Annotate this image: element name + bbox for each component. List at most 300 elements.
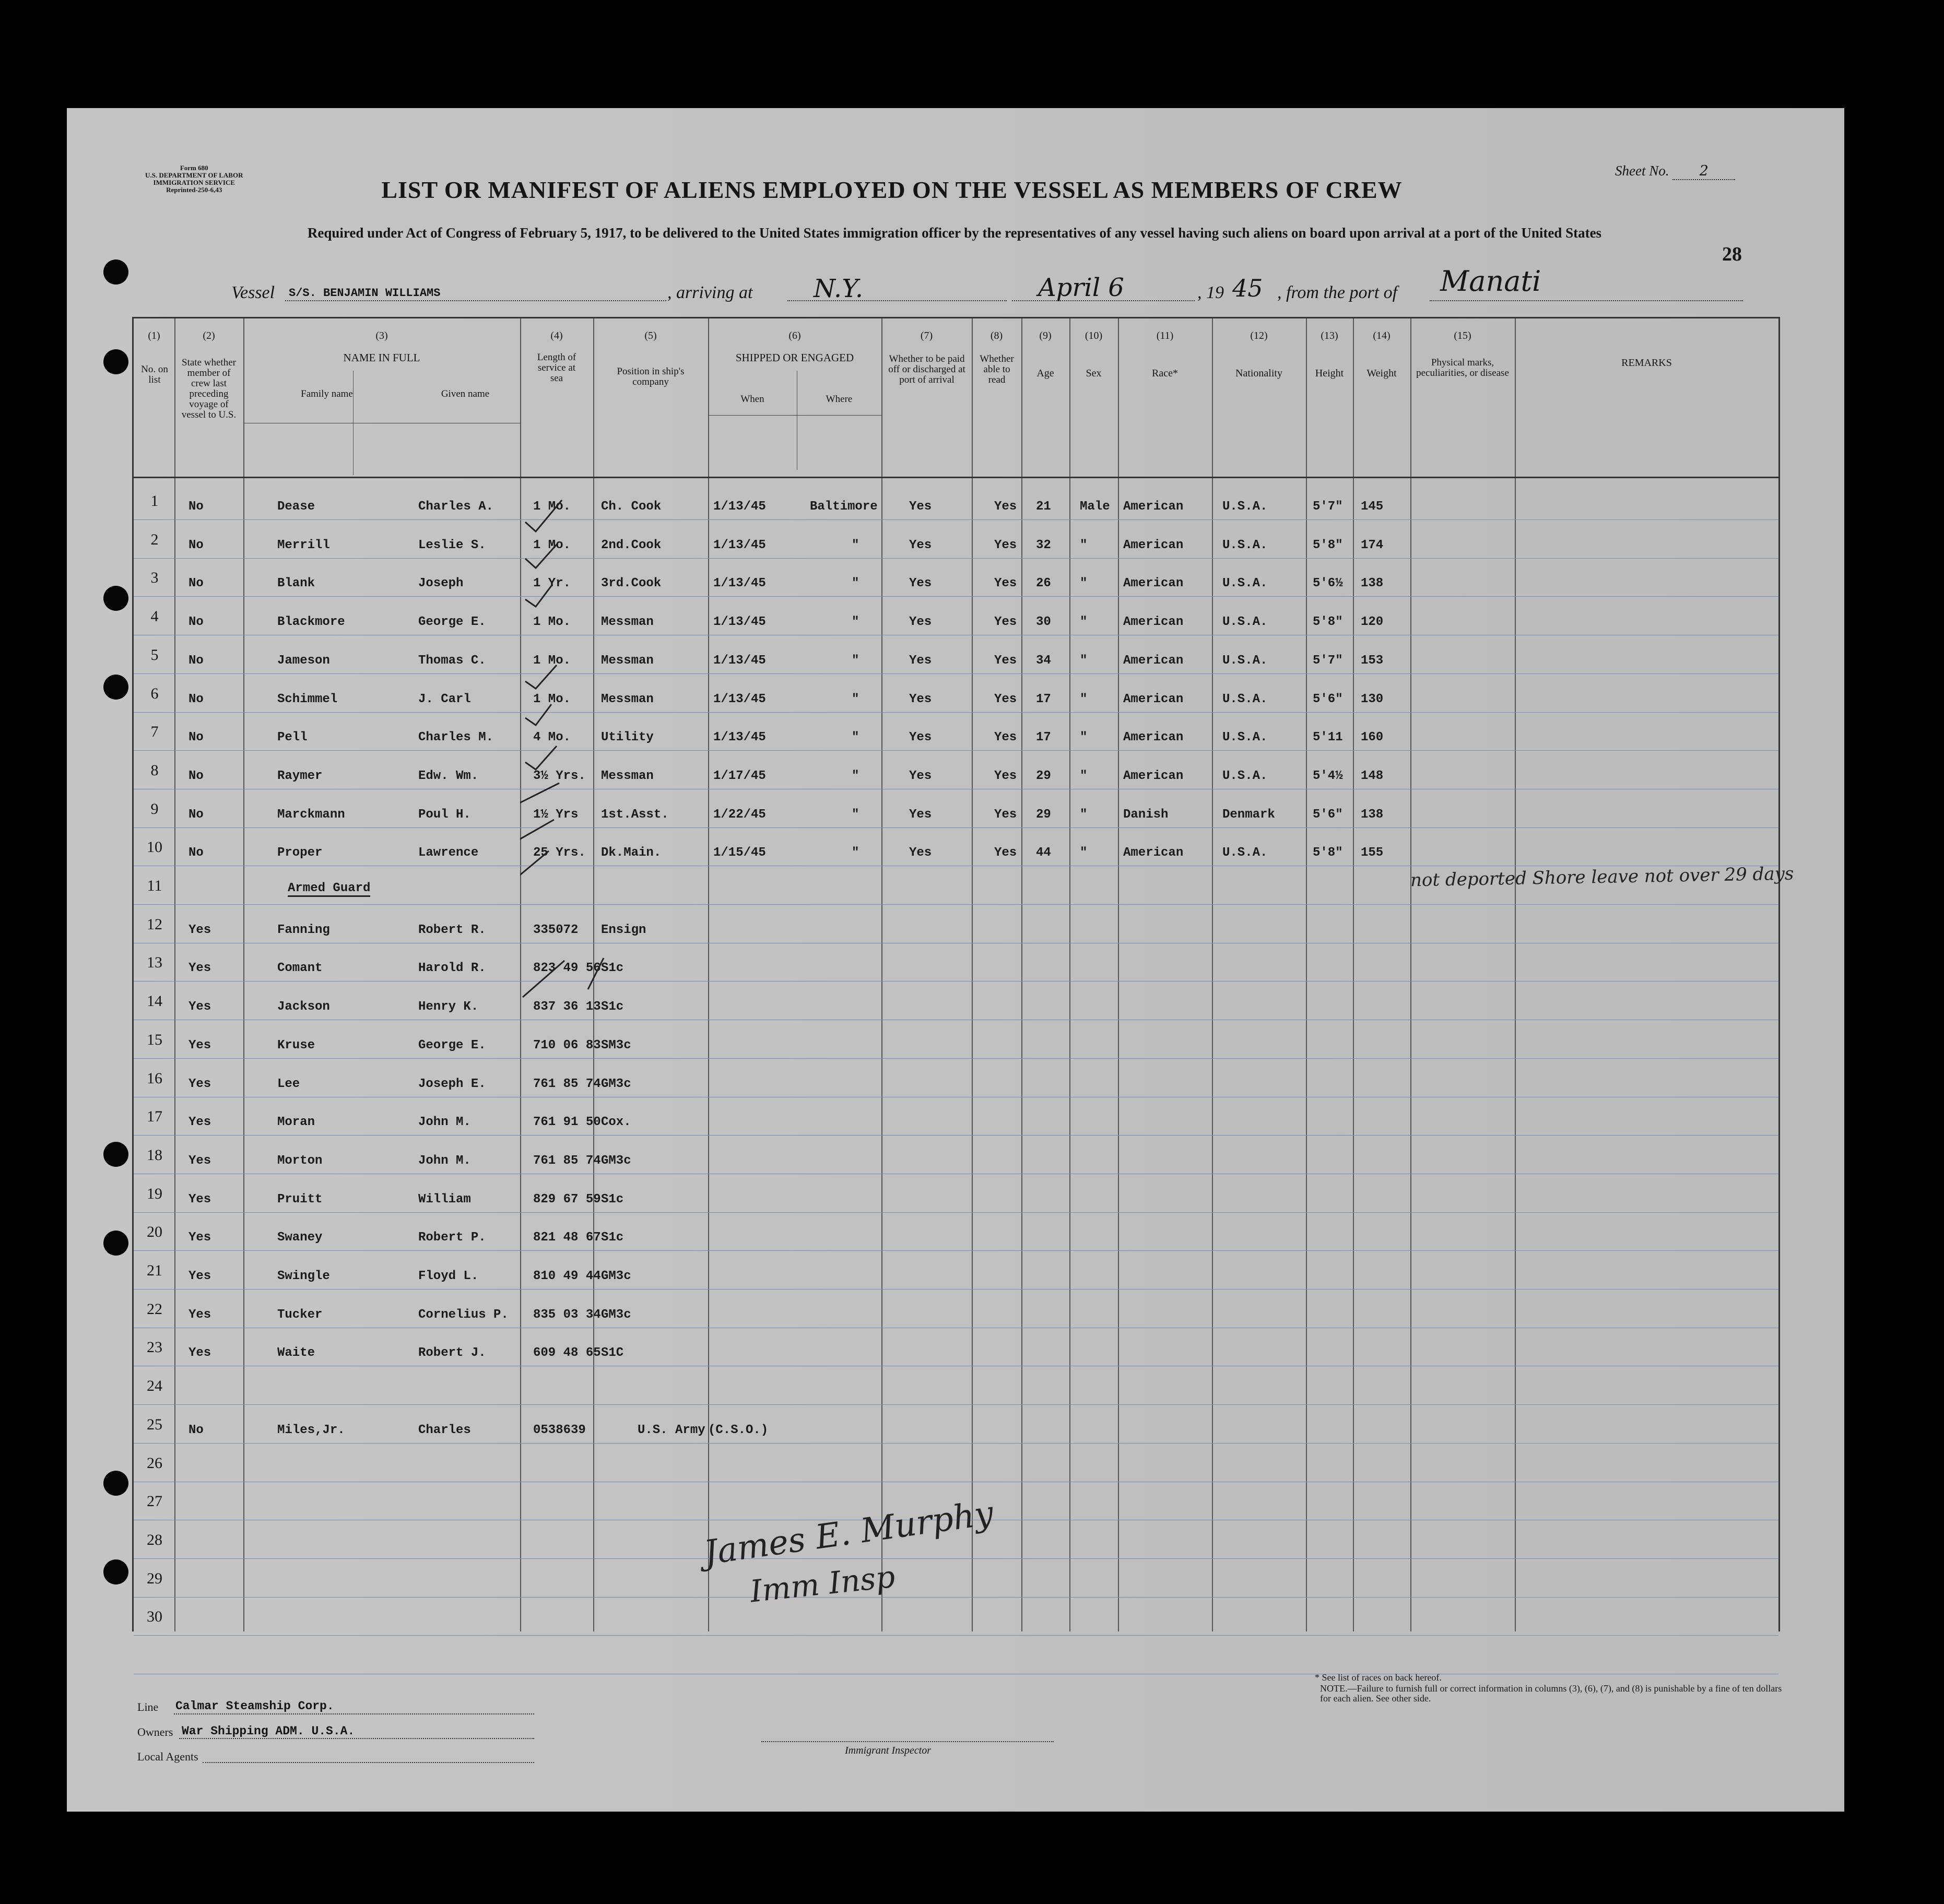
cell-service: 810 49 44 bbox=[533, 1269, 601, 1283]
row-number: 14 bbox=[147, 992, 162, 1010]
cell-paid: Yes bbox=[909, 576, 932, 591]
cell-age: 21 bbox=[1036, 500, 1051, 514]
col-divider bbox=[1118, 318, 1119, 1631]
cell-prev: No bbox=[188, 730, 204, 745]
cell-position: S1c bbox=[601, 1192, 624, 1207]
header-height: Height bbox=[1315, 368, 1344, 379]
cell-service: 335072 bbox=[533, 923, 579, 937]
cell-prev: Yes bbox=[188, 1346, 211, 1361]
cell-prev: Yes bbox=[188, 1115, 211, 1130]
row-number: 7 bbox=[150, 723, 159, 741]
vessel-underline bbox=[285, 300, 666, 301]
row-number: 5 bbox=[150, 646, 159, 664]
row-number: 2 bbox=[150, 530, 159, 548]
port-underline bbox=[1430, 300, 1743, 301]
cell-weight: 153 bbox=[1361, 653, 1384, 668]
cell-service: 1 Mo. bbox=[533, 653, 571, 668]
cell-where: " bbox=[852, 615, 859, 630]
row-number: 21 bbox=[147, 1262, 162, 1279]
cell-service: 4 Mo. bbox=[533, 730, 571, 745]
cell-age: 29 bbox=[1036, 768, 1051, 783]
col-divider bbox=[1069, 318, 1070, 1631]
cell-service: 710 06 83 bbox=[533, 1038, 601, 1052]
cell-sex: " bbox=[1080, 615, 1088, 630]
cell-race: American bbox=[1123, 615, 1184, 630]
col-num: (13) bbox=[1321, 330, 1338, 341]
cell-age: 29 bbox=[1036, 807, 1051, 822]
arrival-port: N.Y. bbox=[814, 274, 863, 303]
cell-prev: No bbox=[188, 1423, 204, 1437]
row-number: 25 bbox=[147, 1415, 162, 1433]
cell-nationality: U.S.A. bbox=[1222, 846, 1268, 860]
cell-when: 1/13/45 bbox=[713, 692, 766, 706]
cell-sex: " bbox=[1080, 653, 1088, 668]
sheet-label: Sheet No. bbox=[1615, 163, 1669, 179]
col-num: (9) bbox=[1039, 330, 1052, 341]
cell-race: American bbox=[1123, 768, 1184, 783]
header-bottom-rule bbox=[134, 477, 1778, 478]
cell-position: 1st.Asst. bbox=[601, 807, 669, 822]
cell-family: Dease bbox=[277, 500, 315, 514]
vessel-name: S/S. BENJAMIN WILLIAMS bbox=[289, 287, 441, 300]
cell-height: 5'4½ bbox=[1313, 768, 1343, 783]
cell-when: 1/13/45 bbox=[713, 500, 766, 514]
punch-hole bbox=[103, 1559, 128, 1584]
cell-read: Yes bbox=[994, 768, 1017, 783]
row-number: 9 bbox=[150, 800, 159, 818]
punch-hole bbox=[103, 259, 128, 285]
row-rule bbox=[134, 750, 1778, 751]
cell-service: 1 Yr. bbox=[533, 576, 571, 591]
owners-underline bbox=[179, 1738, 534, 1739]
cell-height: 5'6½ bbox=[1313, 576, 1343, 591]
cell-given: Floyd L. bbox=[418, 1269, 479, 1283]
cell-family: Lee bbox=[277, 1077, 300, 1091]
cell-given: Edw. Wm. bbox=[418, 768, 479, 783]
cell-family: Kruse bbox=[277, 1038, 315, 1052]
cell-weight: 145 bbox=[1361, 500, 1384, 514]
row-number: 15 bbox=[147, 1031, 162, 1048]
header-no-on-list: No. on list bbox=[141, 364, 168, 385]
cell-service: 1 Mo. bbox=[533, 500, 571, 514]
cell-service: 761 85 74 bbox=[533, 1153, 601, 1168]
page-title: LIST OR MANIFEST OF ALIENS EMPLOYED ON THE VESSEL AS MEMBERS OF CREW bbox=[381, 176, 1403, 203]
cell-when: 1/13/45 bbox=[713, 538, 766, 552]
vessel-label: Vessel bbox=[231, 283, 275, 302]
sheet-number bbox=[1615, 163, 1735, 180]
cell-weight: 155 bbox=[1361, 846, 1384, 860]
cell-prev: Yes bbox=[188, 1000, 211, 1014]
page-subtitle: Required under Act of Congress of February 5, 1917, to be delivered to the United States immigration officer by the representatives of any vessel having such aliens on board upon arrival at a port of the United States bbox=[307, 225, 1602, 241]
cell-where: " bbox=[852, 807, 859, 822]
header-race: Race* bbox=[1152, 368, 1178, 379]
cell-paid: Yes bbox=[909, 730, 932, 745]
row-rule bbox=[134, 1058, 1778, 1059]
cell-given: Charles M. bbox=[418, 730, 494, 745]
col-divider bbox=[1410, 318, 1411, 1631]
cell-nationality: U.S.A. bbox=[1222, 615, 1268, 630]
row-number: 3 bbox=[150, 569, 159, 587]
row-number: 30 bbox=[147, 1608, 162, 1626]
cell-read: Yes bbox=[994, 692, 1017, 706]
row-number: 29 bbox=[147, 1569, 162, 1587]
col-num: (10) bbox=[1085, 330, 1103, 341]
cell-read: Yes bbox=[994, 500, 1017, 514]
service-name: IMMIGRATION SERVICE bbox=[153, 179, 235, 186]
reprint-code: Reprinted-250-6,43 bbox=[166, 186, 222, 194]
cell-nationality: Denmark bbox=[1222, 807, 1275, 822]
arrival-date: April 6 bbox=[1038, 273, 1124, 302]
cell-given: John M. bbox=[418, 1153, 471, 1168]
cell-sex: " bbox=[1080, 576, 1088, 591]
cell-prev: Yes bbox=[188, 1192, 211, 1207]
cell-when: 1/13/45 bbox=[713, 615, 766, 630]
row-rule bbox=[134, 673, 1778, 674]
owners-value: War Shipping ADM. U.S.A. bbox=[182, 1724, 355, 1738]
cell-height: 5'6" bbox=[1313, 692, 1343, 706]
cell-sex: " bbox=[1080, 768, 1088, 783]
cell-position: SM3c bbox=[601, 1038, 631, 1052]
cell-given: Thomas C. bbox=[418, 653, 486, 668]
header-when: When bbox=[740, 394, 764, 405]
col-divider bbox=[1212, 318, 1213, 1631]
cell-nationality: U.S.A. bbox=[1222, 538, 1268, 552]
row-number: 23 bbox=[147, 1339, 162, 1356]
cell-note: (C.S.O.) bbox=[708, 1423, 769, 1437]
inspector-signature: James E. Murphy bbox=[701, 1494, 996, 1573]
cell-sex: " bbox=[1080, 807, 1088, 822]
cell-prev: No bbox=[188, 615, 204, 630]
row-rule bbox=[134, 1404, 1778, 1405]
row-rule bbox=[134, 1212, 1778, 1213]
remarks-handwritten: not deported Shore leave not over 29 days bbox=[1410, 863, 1794, 891]
row-number: 27 bbox=[147, 1493, 162, 1510]
cell-given: Leslie S. bbox=[418, 538, 486, 552]
row-number: 24 bbox=[147, 1377, 162, 1395]
punch-hole bbox=[103, 586, 128, 611]
col-num: (8) bbox=[990, 330, 1003, 341]
row-rule bbox=[134, 1289, 1778, 1290]
row-number: 6 bbox=[150, 684, 159, 702]
cell-family: Swingle bbox=[277, 1269, 330, 1283]
row-rule bbox=[134, 596, 1778, 597]
cell-position: Utility bbox=[601, 730, 654, 745]
row-rule bbox=[134, 1635, 1778, 1636]
cell-paid: Yes bbox=[909, 538, 932, 552]
cell-height: 5'7" bbox=[1313, 653, 1343, 668]
cell-weight: 120 bbox=[1361, 615, 1384, 630]
header-shipped-or-engaged: SHIPPED OR ENGAGED bbox=[735, 351, 854, 364]
cell-position: 3rd.Cook bbox=[601, 576, 662, 591]
header-nationality: Nationality bbox=[1235, 368, 1282, 379]
punch-hole bbox=[103, 1471, 128, 1496]
armed-guard-label: Armed Guard bbox=[288, 881, 370, 897]
cell-height: 5'8" bbox=[1313, 846, 1343, 860]
cell-prev: Yes bbox=[188, 1307, 211, 1322]
cell-weight: 130 bbox=[1361, 692, 1384, 706]
cell-prev: Yes bbox=[188, 1231, 211, 1245]
col-divider bbox=[1021, 318, 1022, 1631]
header-position: Position in ship's company bbox=[617, 366, 685, 387]
cell-read: Yes bbox=[994, 846, 1017, 860]
crew-table bbox=[132, 317, 1794, 1631]
col-num: (15) bbox=[1454, 330, 1471, 341]
cell-sex: " bbox=[1080, 538, 1088, 552]
row-number: 10 bbox=[147, 838, 162, 856]
arriving-label: , arriving at bbox=[667, 283, 753, 302]
cell-service: 761 91 50 bbox=[533, 1115, 601, 1130]
cell-where: Baltimore bbox=[810, 500, 878, 514]
header-able-to-read: Whether able to read bbox=[980, 353, 1014, 385]
row-number: 4 bbox=[150, 608, 159, 625]
cell-given: Poul H. bbox=[418, 807, 471, 822]
cell-race: American bbox=[1123, 538, 1184, 552]
cell-read: Yes bbox=[994, 615, 1017, 630]
cell-where: " bbox=[852, 653, 859, 668]
cell-where: " bbox=[852, 692, 859, 706]
cell-position: Messman bbox=[601, 692, 654, 706]
cell-given: Robert R. bbox=[418, 923, 486, 937]
row-number: 20 bbox=[147, 1223, 162, 1241]
cell-position: S1C bbox=[601, 1346, 624, 1361]
col-divider bbox=[1353, 318, 1354, 1631]
check-mark bbox=[525, 704, 551, 725]
cell-family: Tucker bbox=[277, 1307, 323, 1322]
cell-prev: Yes bbox=[188, 923, 211, 937]
cell-height: 5'7" bbox=[1313, 500, 1343, 514]
cell-height: 5'11 bbox=[1313, 730, 1343, 745]
port-of-departure: Manati bbox=[1440, 265, 1541, 298]
cell-service: 837 36 13 bbox=[533, 1000, 601, 1014]
cell-given: Joseph bbox=[418, 576, 464, 591]
local-agents-label: Local Agents bbox=[137, 1750, 198, 1763]
cell-position: S1c bbox=[601, 961, 624, 976]
header-age: Age bbox=[1036, 368, 1054, 379]
cell-read: Yes bbox=[994, 538, 1017, 552]
row-number: 19 bbox=[147, 1185, 162, 1202]
year-prefix: , 19 bbox=[1197, 283, 1224, 302]
cell-family: Swaney bbox=[277, 1231, 323, 1245]
cell-prev: No bbox=[188, 807, 204, 822]
row-number: 26 bbox=[147, 1454, 162, 1472]
row-number: 16 bbox=[147, 1069, 162, 1087]
sheet-no-value: 2 bbox=[1672, 163, 1735, 180]
cell-prev: Yes bbox=[188, 961, 211, 976]
cell-weight: 138 bbox=[1361, 576, 1384, 591]
cell-given: Charles A. bbox=[418, 500, 494, 514]
cell-height: 5'8" bbox=[1313, 615, 1343, 630]
cell-race: American bbox=[1123, 692, 1184, 706]
race-note: * See list of races on back hereof. bbox=[1315, 1672, 1442, 1683]
cell-position: 2nd.Cook bbox=[601, 538, 662, 552]
cell-service: 1½ Yrs bbox=[533, 807, 579, 822]
page-number: 28 bbox=[1722, 243, 1742, 265]
cell-service: 835 03 34 bbox=[533, 1307, 601, 1322]
cell-height: 5'6" bbox=[1313, 807, 1343, 822]
header-length-of-service: Length of service at sea bbox=[537, 352, 576, 384]
cell-service: 1 Mo. bbox=[533, 692, 571, 706]
cell-service: 0538639 bbox=[533, 1423, 586, 1437]
cell-paid: Yes bbox=[909, 653, 932, 668]
row-number: 22 bbox=[147, 1300, 162, 1318]
header-where: Where bbox=[826, 394, 853, 405]
check-mark bbox=[525, 665, 557, 689]
cell-given: Cornelius P. bbox=[418, 1307, 509, 1322]
cell-given: George E. bbox=[418, 615, 486, 630]
cell-sex: " bbox=[1080, 730, 1088, 745]
cell-family: Waite bbox=[277, 1346, 315, 1361]
cell-race: American bbox=[1123, 576, 1184, 591]
cell-position: Messman bbox=[601, 653, 654, 668]
row-number: 11 bbox=[147, 877, 162, 894]
col-num: (5) bbox=[644, 330, 657, 341]
row-number: 28 bbox=[147, 1531, 162, 1548]
header-name-in-full: NAME IN FULL bbox=[343, 351, 420, 364]
cell-family: Miles,Jr. bbox=[277, 1423, 345, 1437]
cell-nationality: U.S.A. bbox=[1222, 500, 1268, 514]
col-divider bbox=[243, 318, 244, 1631]
cell-where: " bbox=[852, 576, 859, 591]
row-rule bbox=[134, 519, 1778, 520]
immigrant-inspector-label: Immigrant Inspector bbox=[845, 1745, 931, 1756]
cell-read: Yes bbox=[994, 807, 1017, 822]
cell-sex: " bbox=[1080, 846, 1088, 860]
cell-given: Joseph E. bbox=[418, 1077, 486, 1091]
cell-where: " bbox=[852, 846, 859, 860]
col-divider bbox=[1306, 318, 1307, 1631]
department-name: U.S. DEPARTMENT OF LABOR bbox=[145, 171, 243, 179]
row-number: 12 bbox=[147, 915, 162, 933]
cell-family: Marckmann bbox=[277, 807, 345, 822]
col-divider bbox=[881, 318, 882, 1631]
cell-prev: No bbox=[188, 692, 204, 706]
cell-nationality: U.S.A. bbox=[1222, 653, 1268, 668]
col-divider bbox=[174, 318, 175, 1631]
row-rule bbox=[134, 558, 1778, 559]
cell-race: Danish bbox=[1123, 807, 1169, 822]
cell-prev: No bbox=[188, 576, 204, 591]
col-divider bbox=[972, 318, 973, 1631]
cell-service: 823 49 56 bbox=[533, 961, 601, 976]
cell-family: Blackmore bbox=[277, 615, 345, 630]
cell-race: American bbox=[1123, 730, 1184, 745]
cell-paid: Yes bbox=[909, 615, 932, 630]
penalty-note: NOTE.—Failure to furnish full or correct information in columns (3), (6), (7), and (8) is punishable by a fine of ten dollars for each alien. See other side. bbox=[1320, 1683, 1782, 1704]
cell-service: 821 48 67 bbox=[533, 1231, 601, 1245]
cell-paid: Yes bbox=[909, 768, 932, 783]
inspector-title-signature: Imm Insp bbox=[748, 1558, 897, 1610]
header-sex: Sex bbox=[1086, 368, 1102, 379]
cell-when: 1/17/45 bbox=[713, 768, 766, 783]
cell-given: Robert P. bbox=[418, 1231, 486, 1245]
cell-family: Comant bbox=[277, 961, 323, 976]
header-physical-marks: Physical marks, peculiarities, or disease bbox=[1416, 357, 1509, 379]
cell-read: Yes bbox=[994, 653, 1017, 668]
cell-position: Ensign bbox=[601, 923, 646, 937]
header-paid-off: Whether to be paid off or discharged at port of arrival bbox=[888, 353, 965, 385]
col-num: (12) bbox=[1250, 330, 1268, 341]
col-num: (2) bbox=[203, 330, 215, 341]
inspector-line bbox=[761, 1741, 1054, 1742]
check-mark bbox=[525, 545, 557, 568]
cell-service: 829 67 59 bbox=[533, 1192, 601, 1207]
cell-when: 1/13/45 bbox=[713, 730, 766, 745]
cell-family: Moran bbox=[277, 1115, 315, 1130]
cell-family: Jameson bbox=[277, 653, 330, 668]
cell-given: John M. bbox=[418, 1115, 471, 1130]
check-marks bbox=[520, 500, 604, 997]
row-rule bbox=[134, 1597, 1778, 1598]
cell-prev: No bbox=[188, 653, 204, 668]
punch-hole bbox=[103, 1231, 128, 1256]
cell-position: Messman bbox=[601, 768, 654, 783]
owners-label: Owners bbox=[137, 1725, 173, 1739]
cell-position: Ch. Cook bbox=[601, 500, 662, 514]
check-mark bbox=[588, 958, 604, 989]
cell-age: 32 bbox=[1036, 538, 1051, 552]
header-weight: Weight bbox=[1366, 368, 1397, 379]
punch-hole bbox=[103, 1142, 128, 1167]
cell-age: 17 bbox=[1036, 692, 1051, 706]
cell-race: American bbox=[1123, 500, 1184, 514]
row-rule bbox=[134, 1250, 1778, 1251]
cell-age: 30 bbox=[1036, 615, 1051, 630]
cell-sex: " bbox=[1080, 692, 1088, 706]
cell-family: Pruitt bbox=[277, 1192, 323, 1207]
line-value: Calmar Steamship Corp. bbox=[175, 1699, 334, 1713]
header-previous-voyage: State whether member of crew last preceding voyage of vessel to U.S. bbox=[181, 357, 237, 420]
cell-service: 1 Mo. bbox=[533, 615, 571, 630]
cell-paid: Yes bbox=[909, 692, 932, 706]
row-number: 17 bbox=[147, 1108, 162, 1126]
cell-prev: No bbox=[188, 768, 204, 783]
form-code bbox=[145, 164, 243, 194]
row-number: 8 bbox=[150, 761, 159, 779]
cell-prev: Yes bbox=[188, 1153, 211, 1168]
cell-paid: Yes bbox=[909, 807, 932, 822]
cell-weight: 174 bbox=[1361, 538, 1384, 552]
subheader-rule bbox=[708, 415, 881, 416]
cell-position: GM3c bbox=[601, 1269, 631, 1283]
cell-sex: Male bbox=[1080, 500, 1110, 514]
header-given-name: Given name bbox=[441, 388, 490, 399]
cell-prev: No bbox=[188, 500, 204, 514]
cell-where: " bbox=[852, 538, 859, 552]
cell-position: Cox. bbox=[601, 1115, 631, 1130]
cell-nationality: U.S.A. bbox=[1222, 768, 1268, 783]
cell-nationality: U.S.A. bbox=[1222, 576, 1268, 591]
cell-service: 609 48 65 bbox=[533, 1346, 601, 1361]
cell-nationality: U.S.A. bbox=[1222, 730, 1268, 745]
check-mark bbox=[525, 586, 551, 607]
check-mark bbox=[523, 961, 564, 997]
cell-height: 5'8" bbox=[1313, 538, 1343, 552]
row-number: 13 bbox=[147, 954, 162, 972]
row-rule bbox=[134, 1135, 1778, 1136]
line-underline bbox=[174, 1713, 534, 1714]
from-port-label: , from the port of bbox=[1277, 283, 1398, 302]
arrival-year: 45 bbox=[1232, 274, 1263, 302]
line-label: Line bbox=[137, 1700, 159, 1713]
check-mark bbox=[520, 783, 559, 804]
col-num: (3) bbox=[375, 330, 388, 341]
row-rule bbox=[134, 904, 1778, 905]
cell-prev: No bbox=[188, 846, 204, 860]
cell-given: J. Carl bbox=[418, 692, 471, 706]
cell-family: Pell bbox=[277, 730, 308, 745]
row-rule bbox=[134, 712, 1778, 713]
cell-when: 1/13/45 bbox=[713, 576, 766, 591]
